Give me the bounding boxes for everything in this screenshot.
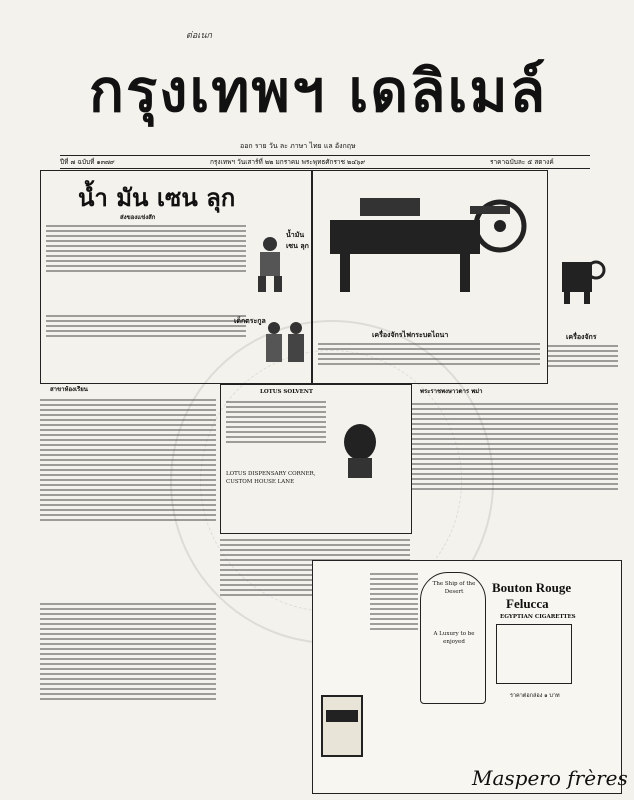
side-caption: เครื่องจักร: [566, 332, 597, 341]
oil-caption-bottom: เด็กตระกูล: [234, 316, 266, 325]
handwritten-note: ต่อเนก: [186, 31, 212, 41]
issue-bar: [60, 155, 590, 169]
cigarette-packet-illustration: [318, 690, 368, 760]
maspero-signature: Maspero frères: [472, 766, 628, 790]
oil-ad-title: ส่งของแข่งสัก: [120, 214, 156, 221]
two-people-illustration: [262, 320, 310, 376]
lotus-text: [226, 398, 326, 468]
head-portrait-illustration: [330, 420, 390, 480]
cigarette-ad-text: [370, 570, 418, 690]
desert-title: The Ship of the Desert: [432, 581, 476, 595]
right-text: [412, 400, 618, 550]
masthead-title: กรุงเทพฯ เดลิเมล์: [88, 57, 548, 125]
lotus-address: LOTUS DISPENSARY CORNER, CUSTOM HOUSE LANE: [226, 471, 316, 485]
issue-number: ปีที่ ๗ ฉบับที่ ๑๓๗๙: [60, 158, 115, 166]
small-machine-illustration: [556, 250, 606, 306]
side-text: [548, 342, 618, 382]
lower-left-text: [40, 600, 216, 780]
mid-left-title: สาขาห้องเรียน: [50, 386, 88, 393]
price-label: ราคาต่อกล่อง ๑ บาท: [510, 693, 560, 699]
threshing-machine-illustration: [320, 186, 540, 296]
luxury-text: A Luxury to be enjoyed: [433, 631, 475, 645]
oil-ad-headline: น้ำ มัน เซน ลุก: [78, 184, 236, 212]
cigarette-box-picture: [496, 624, 572, 684]
man-figure-illustration: [250, 234, 290, 294]
oil-ad-lower-text: [46, 312, 246, 352]
mid-left-text: [40, 396, 216, 596]
felucca-brand: Felucca: [506, 596, 549, 611]
lotus-title: LOTUS SOLVENT: [260, 389, 313, 395]
bouton-rouge-brand: Bouton Rouge: [492, 580, 572, 595]
oil-ad-body-text: [46, 222, 246, 300]
egyptian-cigarettes: EGYPTIAN CIGARETTES: [500, 614, 576, 620]
machine-ad-text: [318, 340, 540, 378]
oil-caption-right: น้ำมัน เซน ลุก: [286, 230, 309, 250]
masthead-strap: ออก ราย วัน ละ ภาษา ไทย แล อังกฤษ: [240, 142, 356, 150]
issue-date: กรุงเทพฯ วันเสาร์ที่ ๒๒ มกราคม พระพุทธศักราช ๒๔๖๙: [210, 158, 366, 166]
issue-price: ราคาฉบับละ ๕ สตางค์: [490, 158, 554, 166]
right-header: พระราชพงษาวดาร พม่า: [420, 388, 483, 395]
machine-caption-title: เครื่องจักรไฟกระบดไถนา: [372, 330, 449, 339]
